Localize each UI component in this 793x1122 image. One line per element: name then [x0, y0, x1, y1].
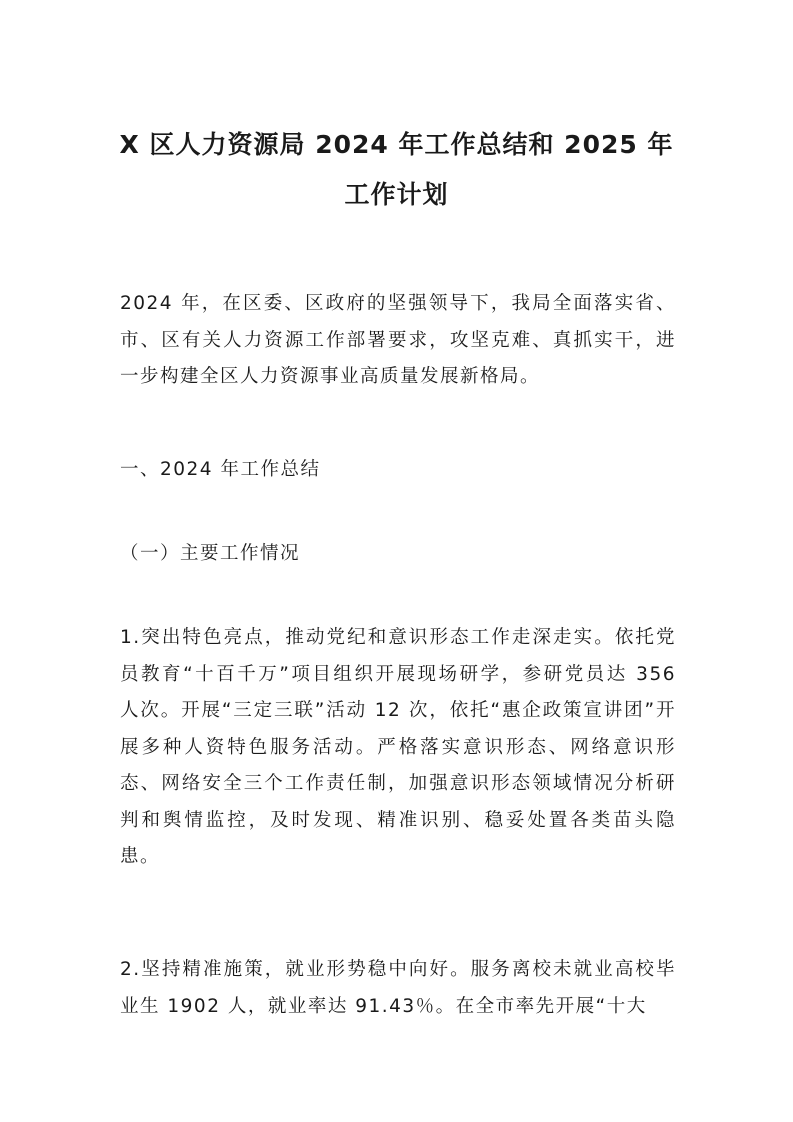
document-title [100, 120, 693, 220]
title-line-1: X 区人力资源局 2024 年工作总结和 2025 年 [119, 130, 674, 159]
title-line-2: 工作计划 [344, 180, 449, 209]
section-heading: 一、2024 年工作总结 [120, 459, 321, 480]
body-paragraph-2: 2.坚持精准施策，就业形势稳中向好。服务离校未就业高校毕业生 1902 人，就业率达 91.43％。在全市率先开展“十大 [120, 959, 676, 1017]
intro-paragraph: 2024 年，在区委、区政府的坚强领导下，我局全面落实省、市、区有关人力资源工作部署要求，攻坚克难、真抓实干，进一步构建全区人力资源事业高质量发展新格局。 [120, 293, 676, 387]
body-paragraph-1: 1.突出特色亮点，推动党纪和意识形态工作走深走实。依托党员教育“十百千万”项目组织开展现场研学，参研党员达 356 人次。开展“三定三联”活动 12 次，依托“惠企政策宣讲团”开展多种人资特色服务活动。严格落实意识形态、网络意识形态、网络安全三个工作责任制，加强意识形态领域情况分析研判和舆情监控，及时发现、精准识别、稳妥处置各类苗头隐患。 [120, 627, 676, 867]
subsection-heading: （一）主要工作情况 [120, 543, 301, 564]
